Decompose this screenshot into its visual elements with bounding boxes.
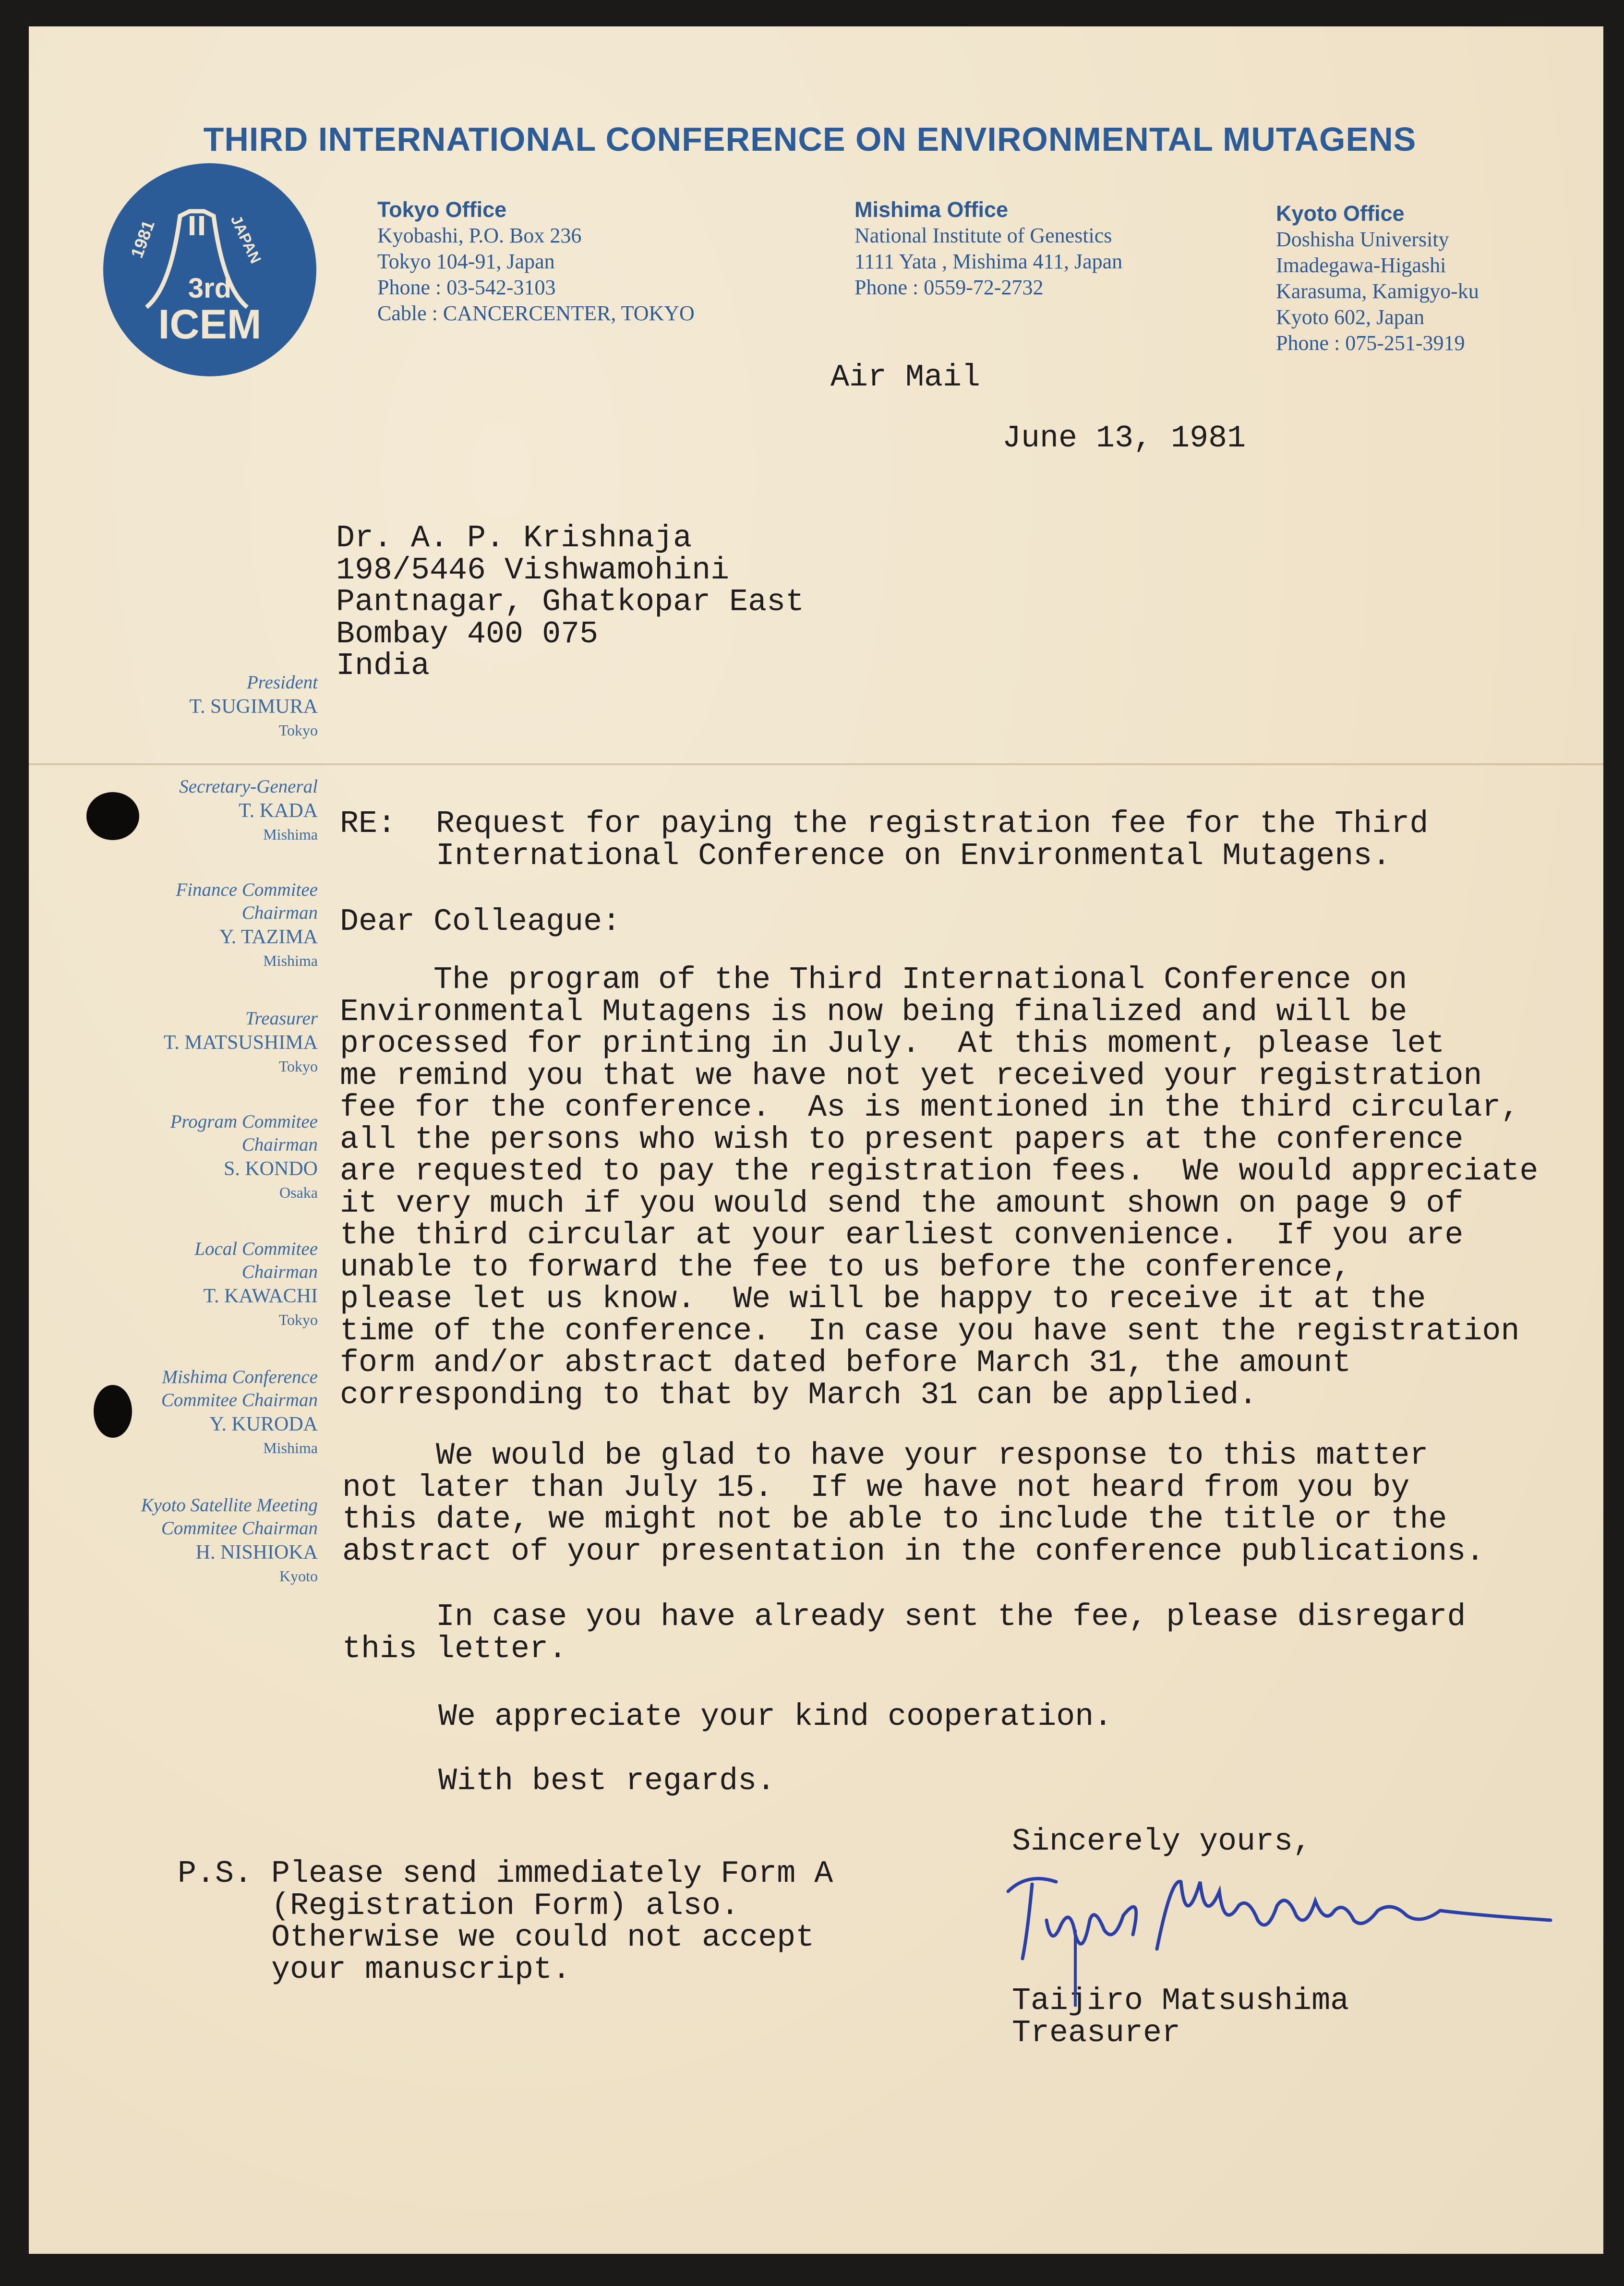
text-line: time of the conference. In case you have sent the registration [340,1313,1520,1349]
text-line: abstract of your presentation in the conference publications. [342,1533,1485,1569]
officer-role: Commitee Chairman [161,1390,318,1410]
icem-logo [103,163,316,376]
office-line: Karasuma, Kamigyo-ku [1276,279,1479,303]
office-line: Cable : CANCERCENTER, TOKYO [377,301,695,325]
text-line: me remind you that we have not yet received your registration [340,1058,1482,1094]
office-line: Kyobashi, P.O. Box 236 [377,224,582,247]
salutation [340,906,621,938]
office-line: Tokyo 104-91, Japan [377,250,555,273]
officer-city: Tokyo [278,722,318,739]
officer-entry [170,1110,318,1203]
letterhead-title: THIRD INTERNATIONAL CONFERENCE ON ENVIRONMENTAL MUTAGENS [203,120,1417,158]
paragraph-5 [438,1765,775,1797]
officer-name: Y. TAZIMA [219,926,318,948]
text-line: June 13, 1981 [1002,421,1246,456]
office-block [1276,201,1479,356]
officer-name: H. NISHIOKA [195,1541,318,1564]
office-line: National Institute of Genestics [854,224,1112,247]
officer-entry [176,878,318,972]
text-line: Taijiro Matsushima [1012,1983,1349,2019]
text-line: not later than July 15. If we have not heard from you by [342,1469,1410,1505]
text-line: Otherwise we could not accept [178,1920,815,1955]
signature [998,1863,1555,2007]
air-mail [830,361,980,394]
officer-role: Local Commitee [194,1239,318,1259]
text-line: this date, we might not be able to include the title or the [342,1502,1447,1537]
text-line: fee for the conference. As is mentioned in the third circular, [340,1090,1520,1125]
officer-city: Mishima [263,952,318,969]
text-line: Environmental Mutagens is now being finalized and will be [340,994,1407,1030]
officer-role: Secretary-General [179,776,318,797]
recipient-address [336,522,804,682]
text-line: processed for printing in July. At this moment, please let [340,1026,1445,1061]
officer-role: Chairman [241,902,318,923]
officer-city: Tokyo [278,1311,318,1328]
office-line: Imadegawa-Higashi [1276,253,1446,277]
logo-acronym: ICEM [158,301,262,348]
officer-entry [161,1366,318,1459]
office-line: Doshisha University [1276,228,1449,251]
officer-entry [194,1238,318,1331]
officer-entry [164,1007,318,1077]
officer-role: Program Commitee [170,1111,318,1132]
officer-city: Osaka [279,1184,318,1201]
text-line: India [336,648,430,684]
logo-country: JAPAN [227,212,265,266]
text-line: We would be glad to have your response to this matter [342,1438,1429,1473]
text-line: it very much if you would send the amount shown on page 9 of [340,1185,1464,1221]
text-line: Dr. A. P. Krishnaja [336,520,692,556]
officer-role: Kyoto Satellite Meeting [141,1495,318,1516]
text-line: The program of the Third International Conference on [340,962,1407,998]
officer-role: Treasurer [245,1008,318,1029]
text-line: Dear Colleague: [340,904,621,939]
subject [436,808,1428,872]
text-line: We appreciate your kind cooperation. [438,1699,1113,1734]
officer-role: Mishima Conference [162,1367,318,1387]
office-line: Phone : 075-251-3919 [1276,331,1465,355]
officer-role: Chairman [241,1134,318,1155]
officer-city: Kyoto [279,1567,318,1585]
text-line: form and/or abstract dated before March 31, the amount [340,1345,1351,1381]
officer-name: T. KADA [239,800,318,822]
closing [1012,1826,1311,1858]
office-block [377,197,695,326]
text-line: With best regards. [438,1763,776,1799]
paragraph-1 [340,964,1538,1411]
text-line: International Conference on Environmental Mutagens. [436,838,1391,874]
text-line: are requested to pay the registration fees. We would appreciate [340,1154,1539,1189]
officer-role: Finance Commitee [176,879,318,900]
text-line: 198/5446 Vishwamohini [336,552,730,588]
paragraph-2 [342,1440,1484,1567]
office-line: Phone : 0559-72-2732 [854,276,1044,299]
text-line: (Registration Form) also. [178,1888,740,1924]
punch-hole [86,792,139,840]
office-block [854,197,1122,301]
text-line: Bombay 400 075 [336,616,599,652]
text-line: all the persons who wish to present papers at the conference [340,1121,1464,1157]
text-line: Pantnagar, Ghatkopar East [336,584,805,620]
officer-name: T. KAWACHI [203,1285,318,1307]
paragraph-4 [438,1701,1112,1733]
officer-entry [189,671,318,741]
text-line: Sincerely yours, [1012,1824,1312,1859]
logo-edition: 3rd [188,273,232,304]
officer-entry [141,1494,318,1587]
officer-name: T. MATSUSHIMA [163,1032,318,1054]
officer-role: Commitee Chairman [161,1518,318,1539]
text-line: Treasurer [1012,2015,1181,2051]
text-line: Air Mail [830,360,981,395]
text-line: please let us know. We will be happy to receive it at the [340,1281,1426,1317]
officer-name: S. KONDO [223,1158,318,1180]
punch-hole [94,1385,132,1438]
text-line: P.S. Please send immediately Form A [178,1856,833,1891]
officer-name: Y. KURODA [209,1413,318,1435]
text-line: your manuscript. [178,1951,571,1987]
officer-role: President [246,672,318,693]
officer-name: T. SUGIMURA [189,696,318,718]
text-line: corresponding to that by March 31 can be applied. [340,1377,1258,1413]
office-name: Tokyo Office [377,197,507,222]
officer-role: Chairman [241,1262,318,1282]
officer-city: Tokyo [278,1058,318,1075]
office-line: Phone : 03-542-3103 [377,276,556,299]
text-line: unable to forward the fee to us before the conference, [340,1249,1351,1285]
text-line: Request for paying the registration fee for the Third [436,806,1429,842]
text-line: the third circular at your earliest convenience. If you are [340,1217,1464,1253]
re-label [340,808,396,840]
text-line: this letter. [342,1631,567,1667]
fold-crease [29,763,1603,765]
text-line: In case you have already sent the fee, please disregard [342,1599,1466,1635]
officer-city: Mishima [263,826,318,843]
officer-city: Mishima [263,1439,318,1456]
office-line: Kyoto 602, Japan [1276,305,1425,329]
office-line: 1111 Yata , Mishima 411, Japan [854,250,1123,273]
officer-entry [179,775,318,845]
logo-year: 1981 [126,217,158,261]
office-name: Mishima Office [854,197,1009,222]
office-name: Kyoto Office [1276,201,1405,226]
date [1002,422,1246,455]
text-line: RE: [340,806,397,842]
paragraph-3 [342,1601,1466,1665]
postscript [178,1858,833,1985]
